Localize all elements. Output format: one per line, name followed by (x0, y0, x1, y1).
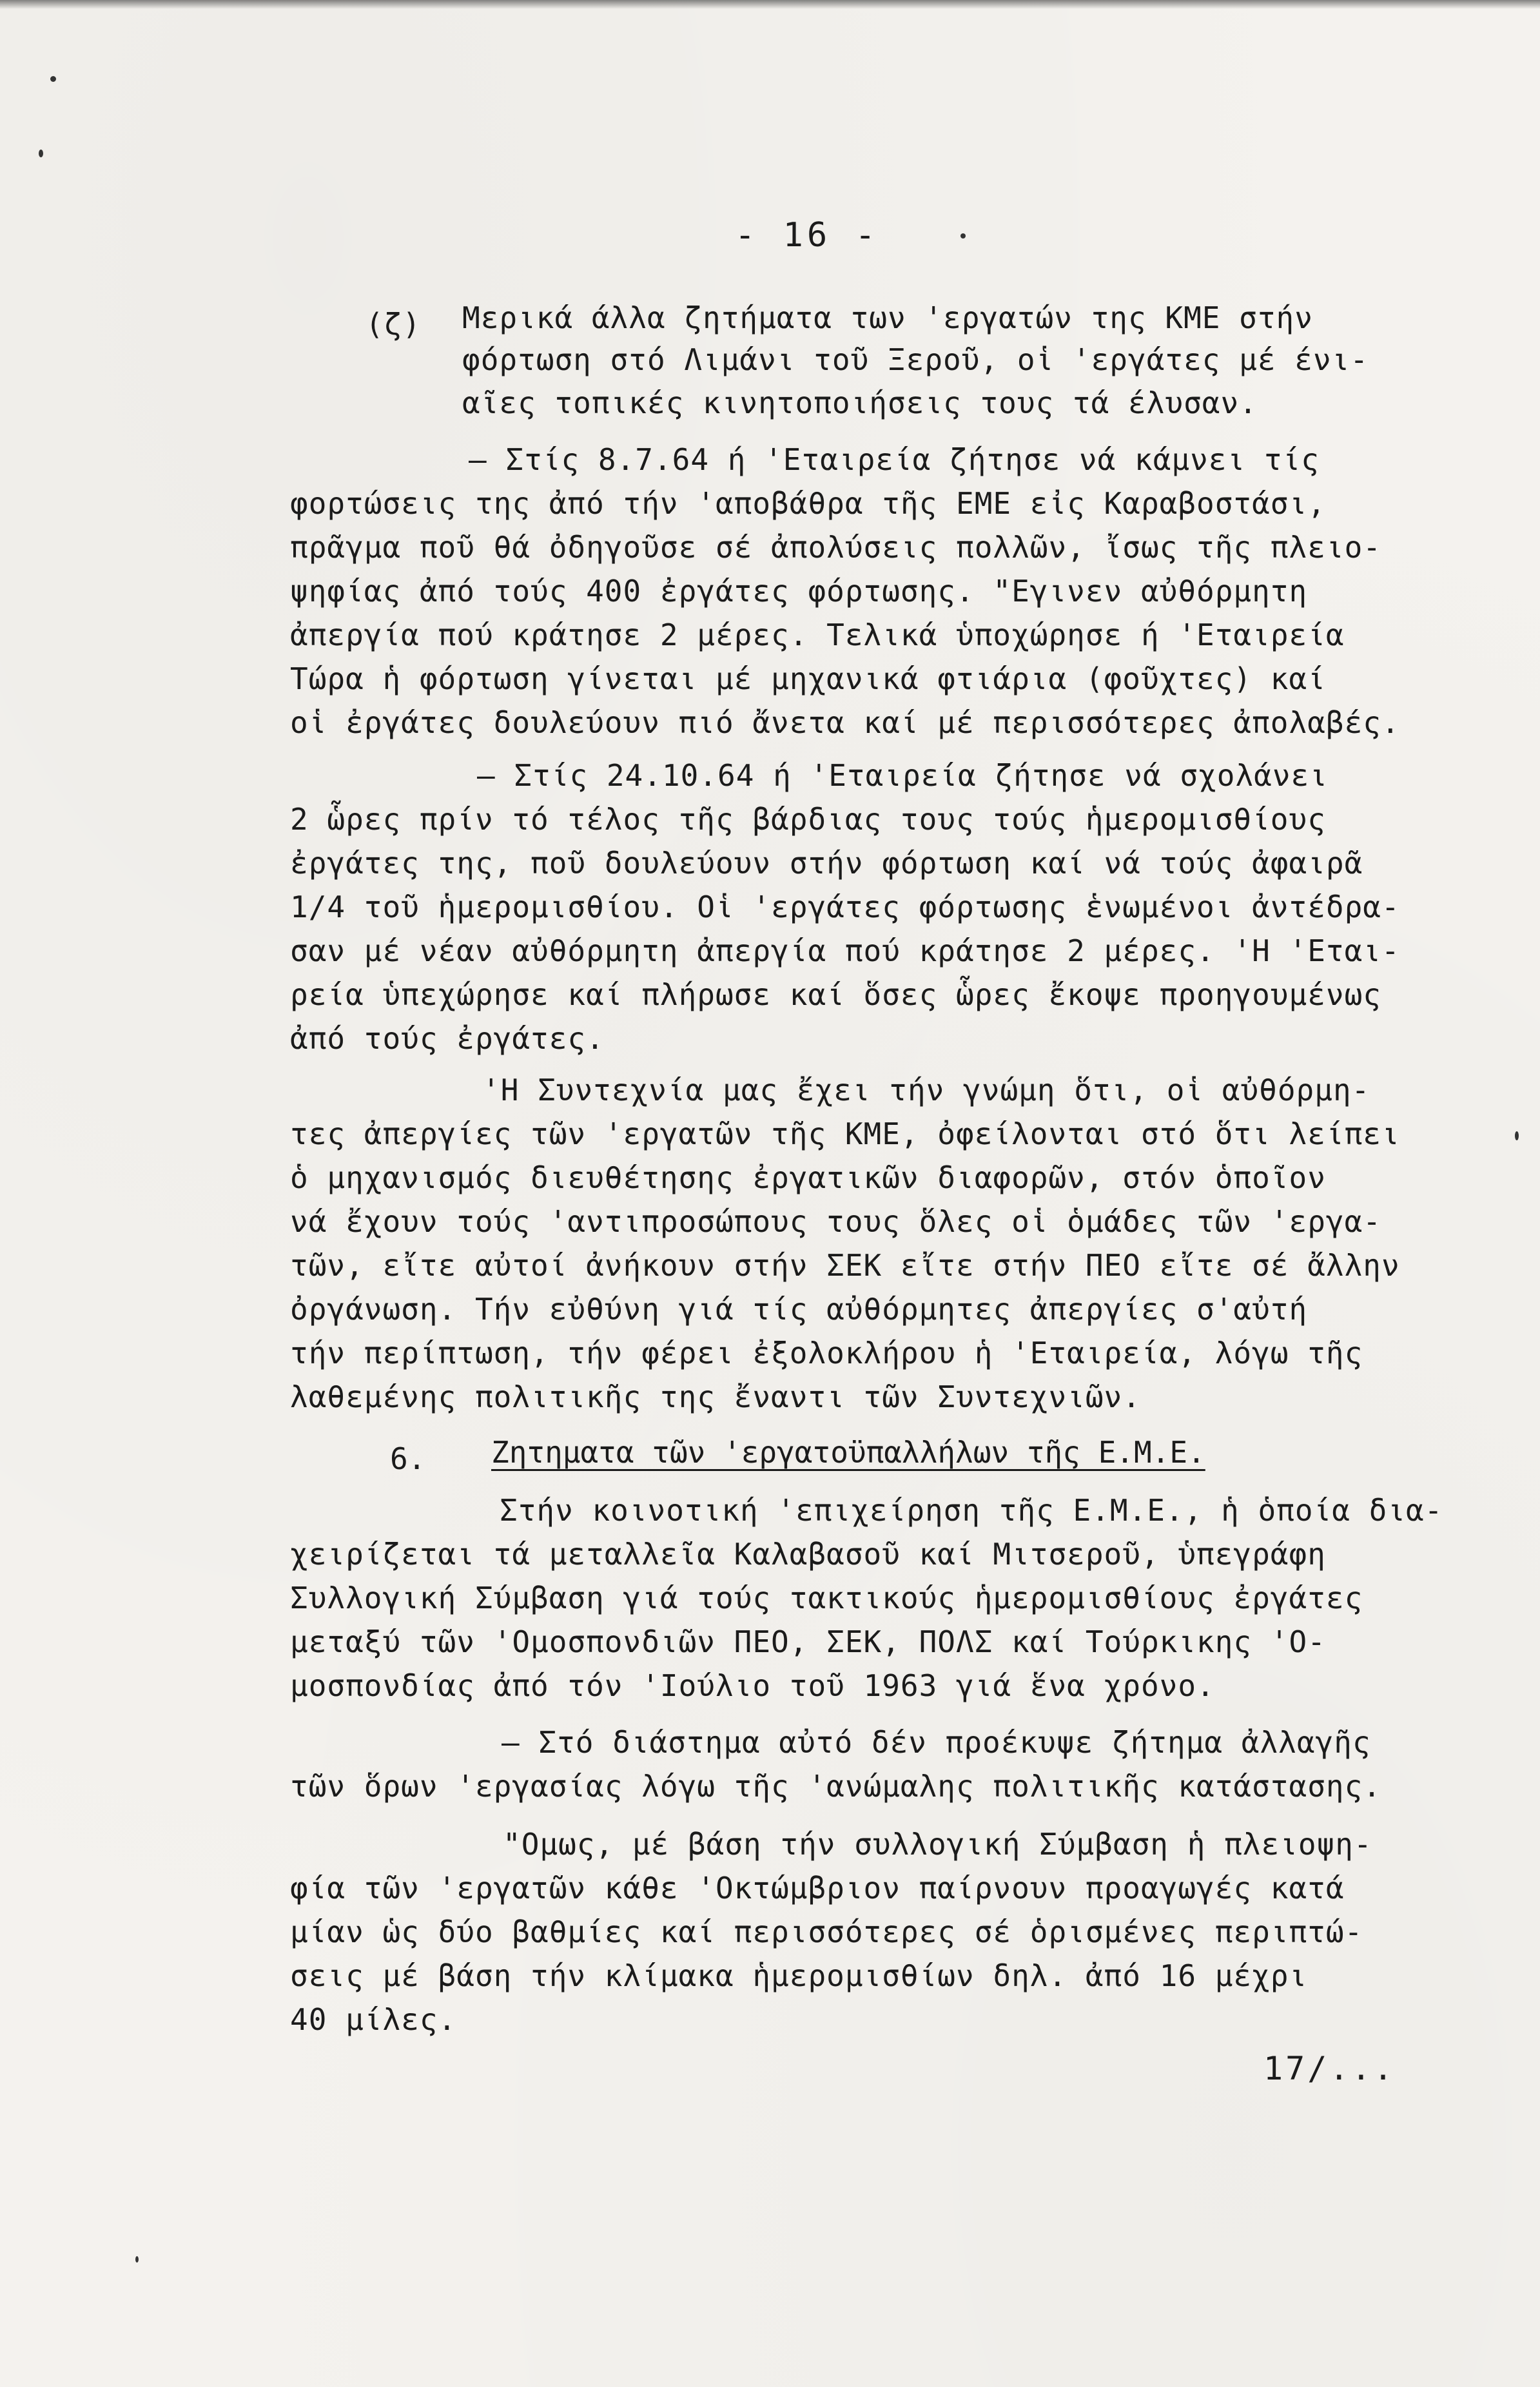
paragraph-line: Τώρα ἡ φόρτωση γίνεται μέ μηχανικά φτιάρια (φοῦχτες) καί (290, 661, 1326, 696)
section-6-line: τῶν ὅρων 'εργασίας λόγω τῆς 'ανώμαλης πολιτικῆς κατάστασης. (290, 1769, 1381, 1804)
section-6-line: Στήν κοινοτική 'επιχείρηση τῆς Ε.Μ.Ε., ἡ ὁποία δια- (500, 1493, 1443, 1528)
section-6-title: Ζητηματα τῶν 'εργατοϋπαλλήλων τῆς Ε.Μ.Ε. (491, 1435, 1205, 1470)
paragraph-line: οἱ ἐργάτες δουλεύουν πιό ἄνετα καί μέ περισσότερες ἀπολαβές. (290, 705, 1400, 740)
paragraph-line: 1/4 τοῦ ἡμερομισθίου. Οἱ 'εργάτες φόρτωσης ἑνωμένοι ἀντέδρα- (290, 890, 1400, 924)
paragraph-line: σαν μέ νέαν αὐθόρμητη ἀπεργία πού κράτησε 2 μέρες. 'Η 'Εται- (290, 933, 1400, 968)
paragraph-line: λαθεμένης πολιτικῆς της ἔναντι τῶν Συντεχνιῶν. (290, 1379, 1141, 1414)
paragraph-line: τες ἀπεργίες τῶν 'εργατῶν τῆς ΚΜΕ, ὀφείλονται στό ὅτι λείπει (290, 1116, 1400, 1151)
section-z-line: Μερικά άλλα ζητήματα των 'εργατών της ΚΜΕ στήν (462, 300, 1313, 335)
paragraph-line: ὀργάνωση. Τήν εὐθύνη γιά τίς αὐθόρμητες ἀπεργίες σ'αὐτή (290, 1292, 1308, 1327)
section-6-line: "Ομως, μέ βάση τήν συλλογική Σύμβαση ἡ πλειοψη- (503, 1827, 1372, 1862)
scan-speck (50, 76, 56, 82)
scan-speck (39, 150, 43, 157)
paragraph-line: ψηφίας ἀπό τούς 400 ἐργάτες φόρτωσης. "Εγινεν αὐθόρμητη (290, 574, 1308, 609)
section-6-line: – Στό διάστημα αὐτό δέν προέκυψε ζήτημα ἀλλαγῆς (502, 1725, 1371, 1760)
section-6-number: 6. (390, 1441, 426, 1476)
paragraph-line: 2 ὧρες πρίν τό τέλος τῆς βάρδιας τους τούς ἡμερομισθίους (290, 802, 1326, 837)
paragraph-line: – Στίς 8.7.64 ή 'Εταιρεία ζήτησε νά κάμνει τίς (469, 442, 1320, 477)
paragraph-line: νά ἔχουν τούς 'αντιπροσώπους τους ὅλες οἱ ὁμάδες τῶν 'εργα- (290, 1204, 1381, 1239)
scan-speck (1515, 1131, 1519, 1140)
paragraph-line: ἀπεργία πού κράτησε 2 μέρες. Τελικά ὑποχώρησε ή 'Εταιρεία (290, 618, 1345, 652)
paragraph-line: φορτώσεις της ἀπό τήν 'αποβάθρα τῆς ΕΜΕ εἰς Καραβοστάσι, (290, 486, 1326, 521)
paragraph-line: ὁ μηχανισμός διευθέτησης ἐργατικῶν διαφορῶν, στόν ὁποῖον (290, 1160, 1326, 1195)
paragraph-line: ἀπό τούς ἐργάτες. (290, 1021, 605, 1056)
paragraph-line: τήν περίπτωση, τήν φέρει ἐξολοκλήρου ἡ 'Εταιρεία, λόγω τῆς (290, 1336, 1363, 1370)
section-z-line: αῖες τοπικές κινητοποιήσεις τους τά έλυσαν. (462, 385, 1258, 420)
paragraph-line: ρεία ὑπεχώρησε καί πλήρωσε καί ὅσες ὧρες ἔκοψε προηγουμένως (290, 977, 1381, 1012)
scan-top-edge (0, 0, 1540, 9)
section-6-line: μοσπονδίας ἀπό τόν 'Ιούλιο τοῦ 1963 γιά ἕνα χρόνο. (290, 1668, 1215, 1703)
section-6-line: σεις μέ βάση τήν κλίμακα ἡμερομισθίων δηλ. ἀπό 16 μέχρι (290, 1958, 1308, 1993)
paragraph-line: – Στίς 24.10.64 ή 'Εταιρεία ζήτησε νά σχολάνει (477, 758, 1328, 793)
page-number: - 16 - (735, 216, 879, 255)
paragraph-line: 'Η Συντεχνία μας ἔχει τήν γνώμη ὅτι, οἱ αὐθόρμη- (482, 1073, 1370, 1107)
section-6-line: χειρίζεται τά μεταλλεῖα Καλαβασοῦ καί Μιτσεροῦ, ὑπεγράφη (290, 1537, 1326, 1572)
section-6-line: φία τῶν 'εργατῶν κάθε 'Οκτώμβριον παίρνουν προαγωγές κατά (290, 1871, 1345, 1905)
section-6-line: Συλλογική Σύμβαση γιά τούς τακτικούς ἡμερομισθίους ἐργάτες (290, 1581, 1363, 1615)
scan-speck (135, 2256, 139, 2263)
continuation-marker: 17/... (1263, 2050, 1396, 2087)
section-6-line: μίαν ὡς δύο βαθμίες καί περισσότερες σέ ὁρισμένες περιπτώ- (290, 1914, 1363, 1949)
section-6-line: 40 μίλες. (290, 2002, 457, 2037)
paragraph-line: πρᾶγμα ποῦ θά ὀδηγοῦσε σέ ἀπολύσεις πολλῶν, ἴσως τῆς πλειο- (290, 530, 1381, 565)
paragraph-line: ἐργάτες της, ποῦ δουλεύουν στήν φόρτωση καί νά τούς ἀφαιρᾶ (290, 846, 1363, 881)
section-z-label: (ζ) (366, 307, 422, 342)
paragraph-line: τῶν, εἴτε αὐτοί ἀνήκουν στήν ΣΕΚ εἴτε στήν ΠΕΟ εἴτε σέ ἄλλην (290, 1248, 1400, 1283)
section-6-line: μεταξύ τῶν 'Ομοσπονδιῶν ΠΕΟ, ΣΕΚ, ΠΟΛΣ καί Τούρκικης 'Ο- (290, 1624, 1326, 1659)
section-z-line: φόρτωση στό Λιμάνι τοῦ Ξεροῦ, οἱ 'εργάτες μέ ένι- (462, 342, 1369, 377)
scan-speck (960, 233, 966, 239)
